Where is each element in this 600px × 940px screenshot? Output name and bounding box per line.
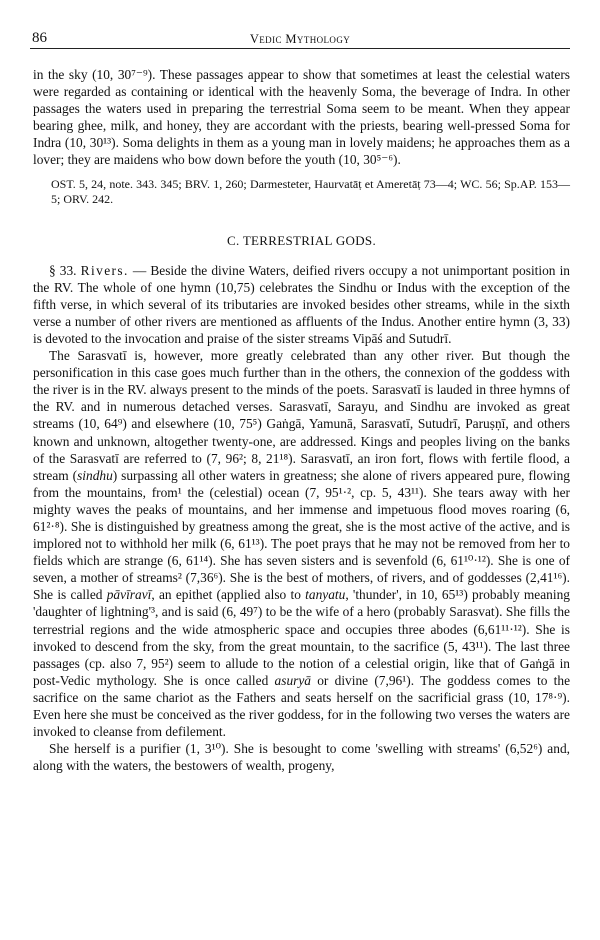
term-paviravi: pāvīravī: [106, 587, 152, 603]
references-note: OST. 5, 24, note. 343. 345; BRV. 1, 260; Darmesteter, Haurvatāṭ et Ameretāṭ 73—4; WC. 56; Sp.AP. 153—5; ORV. 242.: [51, 176, 570, 206]
sarasvati-text-1: The Sarasvatī is, however, more greatly celebrated than any other river. But though the personification in this case goes much further than in the others, the connexion of the goddess with the river is in the RV. always present to the minds of the poets. Sarasvatī is lauded in three hymns of the RV. and in numerous detached verses. Sarasvatī, Sarayu, and Sindhu are invoked as great streams (10, 64⁹) and elsewhere (10, 75⁵) Gaṅgā, Yamunā, Sarasvatī, Sutudrī, Paruṣṇī, and others known and unknown, altogether twenty-one, are addressed. Kings and peoples living on the banks of the Sarasvatī are referred to (7, 96²; 8, 21¹⁸). Sarasvatī, an iron fort, flows with fertile flood, a stream (: [33, 348, 570, 483]
section-title: C. TERRESTRIAL GODS.: [226, 232, 376, 248]
term-asurya: asuryā: [274, 672, 311, 688]
running-title: Vedic Mythology: [249, 32, 351, 46]
sarasvati-text-5: or divine (7,96¹). The goddess comes to the sacrifice on the same chariot as the Fathers and seats herself on the sacrificial grass (10, 17⁸·⁹). Even here she must be conceived as the river goddess, for in the following two verses the waters are invoked to cleanse from defilement.: [33, 672, 571, 740]
page-header: [30, 24, 570, 49]
rivers-heading: Rivers.: [80, 262, 129, 278]
sarasvati-text-3: , an epithet (applied also to: [151, 587, 306, 603]
page-body: [33, 66, 570, 774]
paragraph-purifier: She herself is a purifier (1, 3¹⁰). She is besought to come 'swelling with streams' (6,52⁶) and, along with the waters, the bestowers of wealth, progeny,: [33, 741, 570, 774]
sarasvati-text-4: , 'thunder', in 10, 65¹³) probably meaning 'daughter of lightning'³, and is said (6, 49⁷) to be the wife of a hero (probably Sarasvat). She fills the terrestrial regions and the wide atmospheric space and occupies three abodes (6,61¹¹·¹²). She is invoked to descend from the sky, from the great mountain, to the sacrifice (5, 43¹¹). The last three passages (cp. also 7, 95²) seem to allude to the notion of a celestial origin, like that of Gaṅgā in post-Vedic mythology. She is once called: [33, 587, 570, 688]
paragraph-rivers: [33, 262, 570, 347]
paragraph-waters-soma: in the sky (10, 30⁷⁻⁹). These passages appear to show that sometimes at least the celestial waters were regarded as containing or identical with the heavenly Soma, the beverage of Indra. In other passages the waters used in preparing the terrestrial Soma seem to be meant. When they appear bearing ghee, milk, and honey, they are accordant with the priests, bearing well-pressed Soma for Indra (10, 30¹³). Soma delights in them as a young man in lovely maidens; he approaches them as a lover; they are maidens who bow down before the youth (10, 30⁵⁻⁶).: [33, 67, 570, 168]
term-tanyatu: tanyatu: [305, 587, 346, 603]
term-sindhu: sindhu: [77, 467, 113, 483]
paragraph-sarasvati: [33, 347, 570, 740]
section-mark: § 33.: [49, 262, 77, 278]
rivers-text: — Beside the divine Waters, deified rivers occupy a not unimportant position in the RV. The whole of one hymn (10,75) celebrates the Sindhu or Indus with the exception of the fifth verse, in which several of its tributaries are invoked besides other streams, while in the sixth verse a number of other rivers are mentioned as affluents of the Indus. Another entire hymn (3, 33) is devoted to the invocation and praise of the sister streams Vipāś and Sutudrī.: [33, 262, 571, 346]
page-number: 86: [32, 30, 47, 46]
sarasvati-text-2: ) surpassing all other waters in greatness; she alone of rivers appeared pure, flowing from the mountains, from¹ the (celestial) ocean (7, 95¹·², cp. 5, 43¹¹). She tears away with her mighty waves the peaks of mountains, and her immense and impetuous flood moves roaring (6, 61²·⁸). She is distinguished by greatness among the great, she is the most active of the active, and is implored not to withhold her milk (6, 61¹³). The poet prays that he may not be removed from her to fields which are strange (6, 61¹⁴). She has seven sisters and is sevenfold (6, 61¹⁰·¹²). She is one of seven, a mother of streams² (7,36⁶). She is the best of mothers, of rivers, and of goddesses (2,41¹⁶). She is called: [33, 467, 570, 603]
